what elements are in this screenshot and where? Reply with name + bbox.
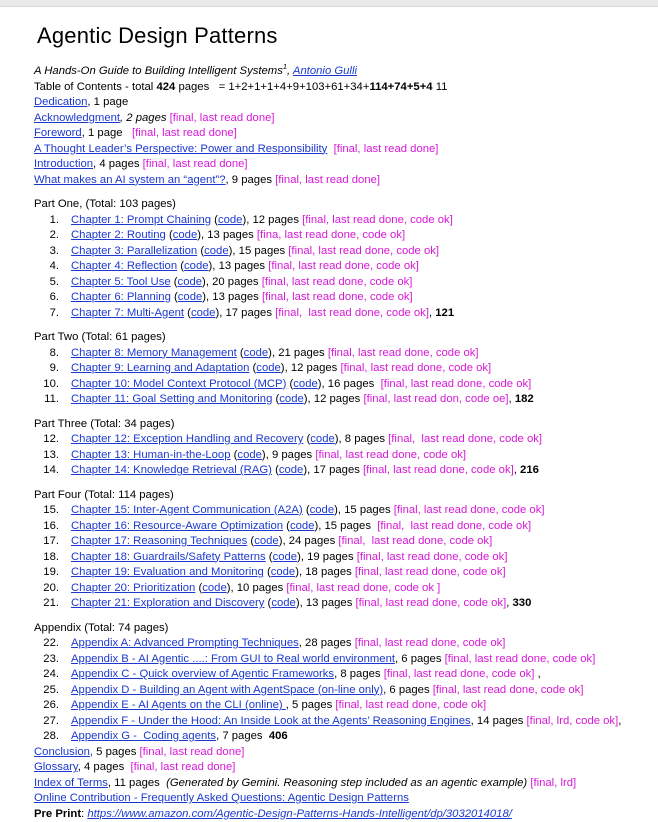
status-text: [final, last read don, code oe] — [363, 393, 508, 405]
item-number: 1. — [34, 213, 59, 229]
toc-item-row — [34, 729, 640, 745]
paren-close: ) — [242, 214, 246, 226]
item-number: 7. — [34, 306, 59, 322]
page-count: , 13 pages — [300, 597, 356, 609]
status-text: [final, last read done] — [275, 174, 380, 186]
toc-entry-link[interactable]: Introduction — [34, 158, 93, 170]
toc-item-row — [34, 550, 640, 566]
toc-item-row — [34, 652, 640, 668]
item-number: 21. — [34, 596, 59, 612]
item-number: 15. — [34, 503, 59, 519]
front-matter-row — [34, 126, 640, 142]
toc-entry-link[interactable]: Chapter 14: Knowledge Retrieval (RAG) — [71, 464, 272, 476]
paren-close: ) — [296, 597, 300, 609]
code-link[interactable]: code — [244, 347, 269, 359]
paren-open: ( — [184, 307, 191, 319]
paren-close: ) — [334, 504, 338, 516]
toc-entry-link[interactable]: A Thought Leader’s Perspective: Power and Responsibility — [34, 143, 327, 155]
code-link[interactable]: code — [237, 449, 262, 461]
preprint-label: Pre Print — [34, 808, 81, 820]
paren-open: ( — [266, 551, 273, 563]
toc-item-row — [34, 259, 640, 275]
item-number: 20. — [34, 581, 59, 597]
status-text: [final, last read done] — [143, 158, 248, 170]
page-count: , 13 pages — [201, 229, 257, 241]
code-link[interactable]: code — [204, 245, 229, 257]
toc-item-row — [34, 463, 640, 479]
code-link[interactable]: code — [256, 362, 281, 374]
footnote-marker: 1 — [283, 62, 287, 71]
front-matter-list — [34, 95, 640, 188]
part-heading: Appendix (Total: 74 pages) — [34, 621, 640, 637]
paren-close: ) — [202, 276, 206, 288]
preprint-separator: : — [81, 808, 87, 820]
status-text: [final, last read done, code ok] — [357, 551, 508, 563]
front-matter-row — [34, 111, 640, 127]
status-text: [final, last read done, code ok] — [384, 668, 535, 680]
paren-close: ) — [335, 433, 339, 445]
toc-item-row — [34, 432, 640, 448]
paren-close: ) — [304, 393, 308, 405]
item-number: 28. — [34, 729, 59, 745]
toc-entry-link[interactable]: Appendix C - Quick overview of Agentic Frameworks — [71, 668, 334, 680]
page-count: , 13 pages — [212, 260, 268, 272]
status-text: [final, last read done, code ok] — [355, 637, 506, 649]
item-number: 9. — [34, 361, 59, 377]
page-count: , 20 pages — [206, 276, 262, 288]
page-count: , 2 pages — [120, 112, 170, 124]
toc-total-pages: 424 — [156, 81, 175, 93]
toc-entry-link[interactable]: Chapter 11: Goal Setting and Monitoring — [71, 393, 272, 405]
page-count: , 8 pages — [339, 433, 389, 445]
item-number: 23. — [34, 652, 59, 668]
item-number: 13. — [34, 448, 59, 464]
code-link[interactable]: code — [310, 504, 335, 516]
status-text: [final, last read done] — [334, 143, 439, 155]
item-number: 5. — [34, 275, 59, 291]
toc-item-row — [34, 714, 640, 730]
paren-close: ) — [318, 378, 322, 390]
toc-item-row — [34, 519, 640, 535]
item-number: 11. — [34, 392, 59, 408]
toc-entry-link[interactable]: Appendix E - AI Agents on the CLI (online) — [71, 699, 286, 711]
status-text: [final, last read done, code ok] — [288, 245, 439, 257]
back-matter-row — [34, 760, 640, 776]
front-matter-row — [34, 142, 640, 158]
paren-close: ) — [227, 582, 231, 594]
toc-entry-link[interactable]: Foreword — [34, 127, 82, 139]
toc-entry-link[interactable]: Chapter 21: Exploration and Discovery — [71, 597, 264, 609]
paren-close: ) — [281, 362, 285, 374]
status-text: [final, last read done, code ok] — [340, 362, 491, 374]
paren-close: ) — [215, 307, 219, 319]
item-number: 16. — [34, 519, 59, 535]
page-count: , 12 pages — [308, 393, 364, 405]
toc-entry-link[interactable]: Conclusion, — [34, 746, 93, 758]
toc-entry-link[interactable]: Chapter 17: Reasoning Techniques — [71, 535, 247, 547]
item-number: 22. — [34, 636, 59, 652]
code-link[interactable]: code — [293, 378, 318, 390]
status-text: [final, last read done] — [140, 746, 245, 758]
toc-entry-link[interactable]: Chapter 2: Routing — [71, 229, 166, 241]
page-count: , 9 pages — [226, 174, 276, 186]
toc-entry-link[interactable]: Dedication — [34, 96, 87, 108]
page-count: , 28 pages — [299, 637, 355, 649]
toc-item-row — [34, 534, 640, 550]
status-text: [final, last read done, code ok] — [381, 378, 532, 390]
toc-item-row — [34, 503, 640, 519]
item-number: 3. — [34, 244, 59, 260]
paren-open: ( — [171, 291, 178, 303]
item-number: 24. — [34, 667, 59, 683]
code-link[interactable]: code — [218, 214, 243, 226]
toc-entry-link[interactable]: Chapter 13: Human-in-the-Loop — [71, 449, 231, 461]
tail-text: , — [618, 715, 621, 727]
cumulative-page-number: 330 — [513, 597, 532, 609]
paren-open: ( — [264, 597, 271, 609]
paren-close: ) — [279, 535, 283, 547]
toc-entry-link[interactable]: Index of Terms — [34, 777, 108, 789]
tail-text: , — [514, 464, 520, 476]
code-link[interactable]: code — [184, 260, 209, 272]
paren-open: ( — [166, 229, 173, 241]
page-count: , 7 pages — [216, 730, 269, 742]
status-text: [final, lrd] — [530, 777, 576, 789]
code-link[interactable]: code — [191, 307, 216, 319]
page-top-edge — [0, 0, 658, 7]
item-number: 19. — [34, 565, 59, 581]
item-number: 27. — [34, 714, 59, 730]
part-heading: Part One, (Total: 103 pages) — [34, 197, 640, 213]
status-text: [final, last read done, code ok] — [262, 276, 413, 288]
item-number: 2. — [34, 228, 59, 244]
toc-equation-tail: 11 — [433, 81, 448, 93]
toc-entry-link[interactable]: Chapter 8: Memory Management — [71, 347, 237, 359]
paren-open: ( — [171, 276, 178, 288]
toc-item-row — [34, 275, 640, 291]
generated-note: (Generated by Gemini. Reasoning step included as an agentic example) — [166, 777, 530, 789]
toc-item-row — [34, 244, 640, 260]
status-text: [final, last read done, code ok] — [268, 260, 419, 272]
paren-open: ( — [303, 433, 310, 445]
item-number: 26. — [34, 698, 59, 714]
document-subtitle — [34, 64, 640, 80]
status-text: [final, last read done, code ok] — [355, 566, 506, 578]
page-count: , 15 pages — [338, 504, 394, 516]
toc-item-row — [34, 448, 640, 464]
status-text: [final, last read done, code ok] — [388, 433, 542, 445]
toc-item-row — [34, 565, 640, 581]
paren-close: ) — [262, 449, 266, 461]
toc-item-row — [34, 636, 640, 652]
status-text: [final, last read done, code ok] — [328, 347, 479, 359]
status-text: [final, last read done, code ok] — [315, 449, 466, 461]
tail-text: , — [534, 668, 540, 680]
part-heading: Part Four (Total: 114 pages) — [34, 488, 640, 504]
back-matter-list — [34, 745, 640, 822]
code-link[interactable]: code — [202, 582, 227, 594]
status-text: [final, last read done, code ok] — [433, 684, 584, 696]
toc-item-row — [34, 290, 640, 306]
paren-open: ( — [286, 378, 293, 390]
page-count: , 21 pages — [272, 347, 328, 359]
toc-entry-link[interactable]: Chapter 16: Resource-Aware Optimization — [71, 520, 283, 532]
front-matter-row — [34, 173, 640, 189]
item-number: 17. — [34, 534, 59, 550]
paren-close: ) — [297, 551, 301, 563]
part-section — [34, 621, 640, 745]
paren-close: ) — [202, 291, 206, 303]
status-text: [final, last read done, code ok] — [445, 653, 596, 665]
tail-text: , — [509, 393, 515, 405]
page-count: , 8 pages — [334, 668, 384, 680]
page-count: , 4 pages — [78, 761, 131, 773]
paren-open: ( — [247, 535, 254, 547]
toc-entry-link[interactable]: Chapter 5: Tool Use — [71, 276, 171, 288]
page-count: , 5 pages — [286, 699, 336, 711]
toc-entry-link[interactable]: Glossary — [34, 761, 78, 773]
page-count: , 11 pages — [108, 777, 166, 789]
paren-open: ( — [272, 393, 279, 405]
item-number: 14. — [34, 463, 59, 479]
preprint-url-link[interactable]: https://www.amazon.com/Agentic-Design-Patterns-Hands-Intelligent/dp/3032014018/ — [87, 808, 512, 820]
code-link[interactable]: code — [178, 276, 203, 288]
paren-open: ( — [211, 214, 218, 226]
status-text: [final, last read done, code ok] — [363, 464, 514, 476]
paren-close: ) — [209, 260, 213, 272]
back-matter-row — [34, 791, 640, 807]
paren-open: ( — [272, 464, 279, 476]
paren-open: ( — [249, 362, 256, 374]
toc-entry-link[interactable]: Chapter 10: Model Context Protocol (MCP) — [71, 378, 286, 390]
page-count: , 1 page — [82, 127, 132, 139]
front-matter-row — [34, 157, 640, 173]
paren-open: ( — [283, 520, 290, 532]
toc-equation-bold: 114+74+5+4 — [369, 81, 432, 93]
item-number: 6. — [34, 290, 59, 306]
item-number: 12. — [34, 432, 59, 448]
tail-text: , — [506, 597, 512, 609]
toc-entry-link[interactable]: Appendix A: Advanced Prompting Techniques — [71, 637, 299, 649]
toc-summary-line — [34, 80, 640, 96]
document-content — [0, 7, 658, 822]
toc-item-row — [34, 346, 640, 362]
status-text: [final, last read done, code ok] — [377, 520, 531, 532]
code-link[interactable]: code — [279, 393, 304, 405]
code-link[interactable]: code — [290, 520, 315, 532]
cumulative-page-number: 182 — [515, 393, 534, 405]
page-count: , 10 pages — [231, 582, 287, 594]
page-count: , 1 page — [87, 96, 128, 108]
status-text: [final, last read done, code ok ] — [286, 582, 440, 594]
status-text: [final, last read done] — [170, 112, 275, 124]
paren-open: ( — [303, 504, 310, 516]
toc-item-row — [34, 377, 640, 393]
toc-entry-link[interactable]: Appendix F - Under the Hood: An Inside Look at the Agents’ Reasoning Engines — [71, 715, 471, 727]
page-count: , 17 pages — [219, 307, 275, 319]
page-title: Agentic Design Patterns — [37, 23, 640, 49]
part-heading: Part Two (Total: 61 pages) — [34, 330, 640, 346]
subtitle-text: A Hands-On Guide to Building Intelligent Systems — [34, 65, 283, 77]
cumulative-page-number: 121 — [435, 307, 454, 319]
part-section — [34, 417, 640, 479]
toc-item-row — [34, 213, 640, 229]
toc-prefix: Table of Contents - total — [34, 81, 156, 93]
page-count: , 24 pages — [282, 535, 338, 547]
toc-entry-link[interactable]: Chapter 19: Evaluation and Monitoring — [71, 566, 264, 578]
toc-item-row — [34, 392, 640, 408]
paren-close: ) — [197, 229, 201, 241]
toc-entry-link[interactable]: Appendix G - Coding agents — [71, 730, 216, 742]
toc-entry-link[interactable]: Appendix D - Building an Agent with AgentSpace (on-line only) — [71, 684, 383, 696]
toc-entry-link[interactable]: What makes an AI system an “agent”? — [34, 174, 226, 186]
toc-item-row — [34, 683, 640, 699]
paren-open: ( — [195, 582, 202, 594]
parts-list — [34, 197, 640, 745]
paren-close: ) — [295, 566, 299, 578]
toc-entry-link[interactable]: Chapter 4: Reflection — [71, 260, 177, 272]
status-text: [final, last read done, code ok] — [338, 535, 492, 547]
toc-entry-link[interactable]: Chapter 12: Exception Handling and Recovery — [71, 433, 303, 445]
toc-entry-link[interactable]: Online Contribution - Frequently Asked Questions: Agentic Design Patterns — [34, 792, 409, 804]
part-section — [34, 330, 640, 408]
toc-entry-link[interactable]: Chapter 3: Parallelization — [71, 245, 197, 257]
page-count: , 13 pages — [206, 291, 262, 303]
item-number: 10. — [34, 377, 59, 393]
status-text: [final, last read done, code ok] — [262, 291, 413, 303]
code-link[interactable]: code — [254, 535, 279, 547]
toc-entry-link[interactable]: Chapter 9: Learning and Adaptation — [71, 362, 249, 374]
toc-item-row — [34, 698, 640, 714]
paren-close: ) — [314, 520, 318, 532]
page-count: , 6 pages — [383, 684, 433, 696]
status-text: [final, last read done, code ok] — [275, 307, 429, 319]
back-matter-row — [34, 807, 640, 822]
code-link[interactable]: code — [271, 597, 296, 609]
toc-entry-link[interactable]: Chapter 6: Planning — [71, 291, 171, 303]
toc-item-row — [34, 581, 640, 597]
code-link[interactable]: code — [279, 464, 304, 476]
part-section — [34, 488, 640, 612]
page-count: , 18 pages — [299, 566, 355, 578]
paren-open: ( — [264, 566, 271, 578]
paren-open: ( — [231, 449, 238, 461]
code-link[interactable]: code — [173, 229, 198, 241]
toc-entry-link[interactable]: Chapter 20: Prioritization — [71, 582, 195, 594]
paren-open: ( — [237, 347, 244, 359]
cumulative-page-number: 406 — [269, 730, 288, 742]
status-text: [final, last read done] — [131, 761, 236, 773]
page-count: 5 pages — [93, 746, 139, 758]
toc-entry-link[interactable]: Chapter 1: Prompt Chaining — [71, 214, 211, 226]
page-count: , 15 pages — [318, 520, 377, 532]
item-number: 25. — [34, 683, 59, 699]
toc-entry-link[interactable]: Chapter 18: Guardrails/Safety Patterns — [71, 551, 266, 563]
toc-item-row — [34, 667, 640, 683]
front-matter-row — [34, 95, 640, 111]
code-link[interactable]: code — [178, 291, 203, 303]
paren-close: ) — [303, 464, 307, 476]
page-count: , 15 pages — [232, 245, 288, 257]
toc-item-row — [34, 306, 640, 322]
page-count: , 17 pages — [307, 464, 363, 476]
item-number: 4. — [34, 259, 59, 275]
page-count: , 12 pages — [285, 362, 341, 374]
item-number: 8. — [34, 346, 59, 362]
status-text: [final, last read done, code ok] — [355, 597, 506, 609]
code-link[interactable]: code — [310, 433, 335, 445]
page-count: , 12 pages — [246, 214, 302, 226]
code-link[interactable]: code — [273, 551, 298, 563]
tail-text: , — [429, 307, 435, 319]
paren-close: ) — [229, 245, 233, 257]
status-text: [final, last read done, code ok] — [335, 699, 486, 711]
toc-entry-link[interactable]: Acknowledgment — [34, 112, 120, 124]
status-text: [final, lrd, code ok] — [527, 715, 619, 727]
part-heading: Part Three (Total: 34 pages) — [34, 417, 640, 433]
paren-open: ( — [197, 245, 204, 257]
toc-entry-link[interactable]: Appendix B - AI Agentic ....: From GUI to Real world environment — [71, 653, 395, 665]
toc-entry-link[interactable]: Chapter 15: Inter-Agent Communication (A2A) — [71, 504, 303, 516]
page-count: , 16 pages — [322, 378, 381, 390]
status-text: [final, last read done] — [132, 127, 237, 139]
cumulative-page-number: 216 — [520, 464, 539, 476]
status-text: [final, last read done, code ok] — [394, 504, 545, 516]
toc-item-row — [34, 596, 640, 612]
subtitle-separator: , — [287, 65, 293, 77]
toc-entry-link[interactable]: Chapter 7: Multi-Agent — [71, 307, 184, 319]
toc-equation: pages = 1+2+1+1+4+9+103+61+34+ — [175, 81, 369, 93]
author-link[interactable]: Antonio Gulli — [293, 65, 357, 77]
status-text: [fina, last read done, code ok] — [257, 229, 405, 241]
page-count: , 6 pages — [395, 653, 445, 665]
page-count: , 9 pages — [266, 449, 316, 461]
page-count: , 14 pages — [471, 715, 527, 727]
code-link[interactable]: code — [271, 566, 296, 578]
paren-open: ( — [177, 260, 184, 272]
paren-close: ) — [268, 347, 272, 359]
item-number: 18. — [34, 550, 59, 566]
page-count: , 19 pages — [301, 551, 357, 563]
back-matter-row — [34, 776, 640, 792]
status-text: [final, last read done, code ok] — [302, 214, 453, 226]
toc-item-row — [34, 228, 640, 244]
toc-item-row — [34, 361, 640, 377]
page-count: , 4 pages — [93, 158, 143, 170]
part-section — [34, 197, 640, 321]
back-matter-row — [34, 745, 640, 761]
